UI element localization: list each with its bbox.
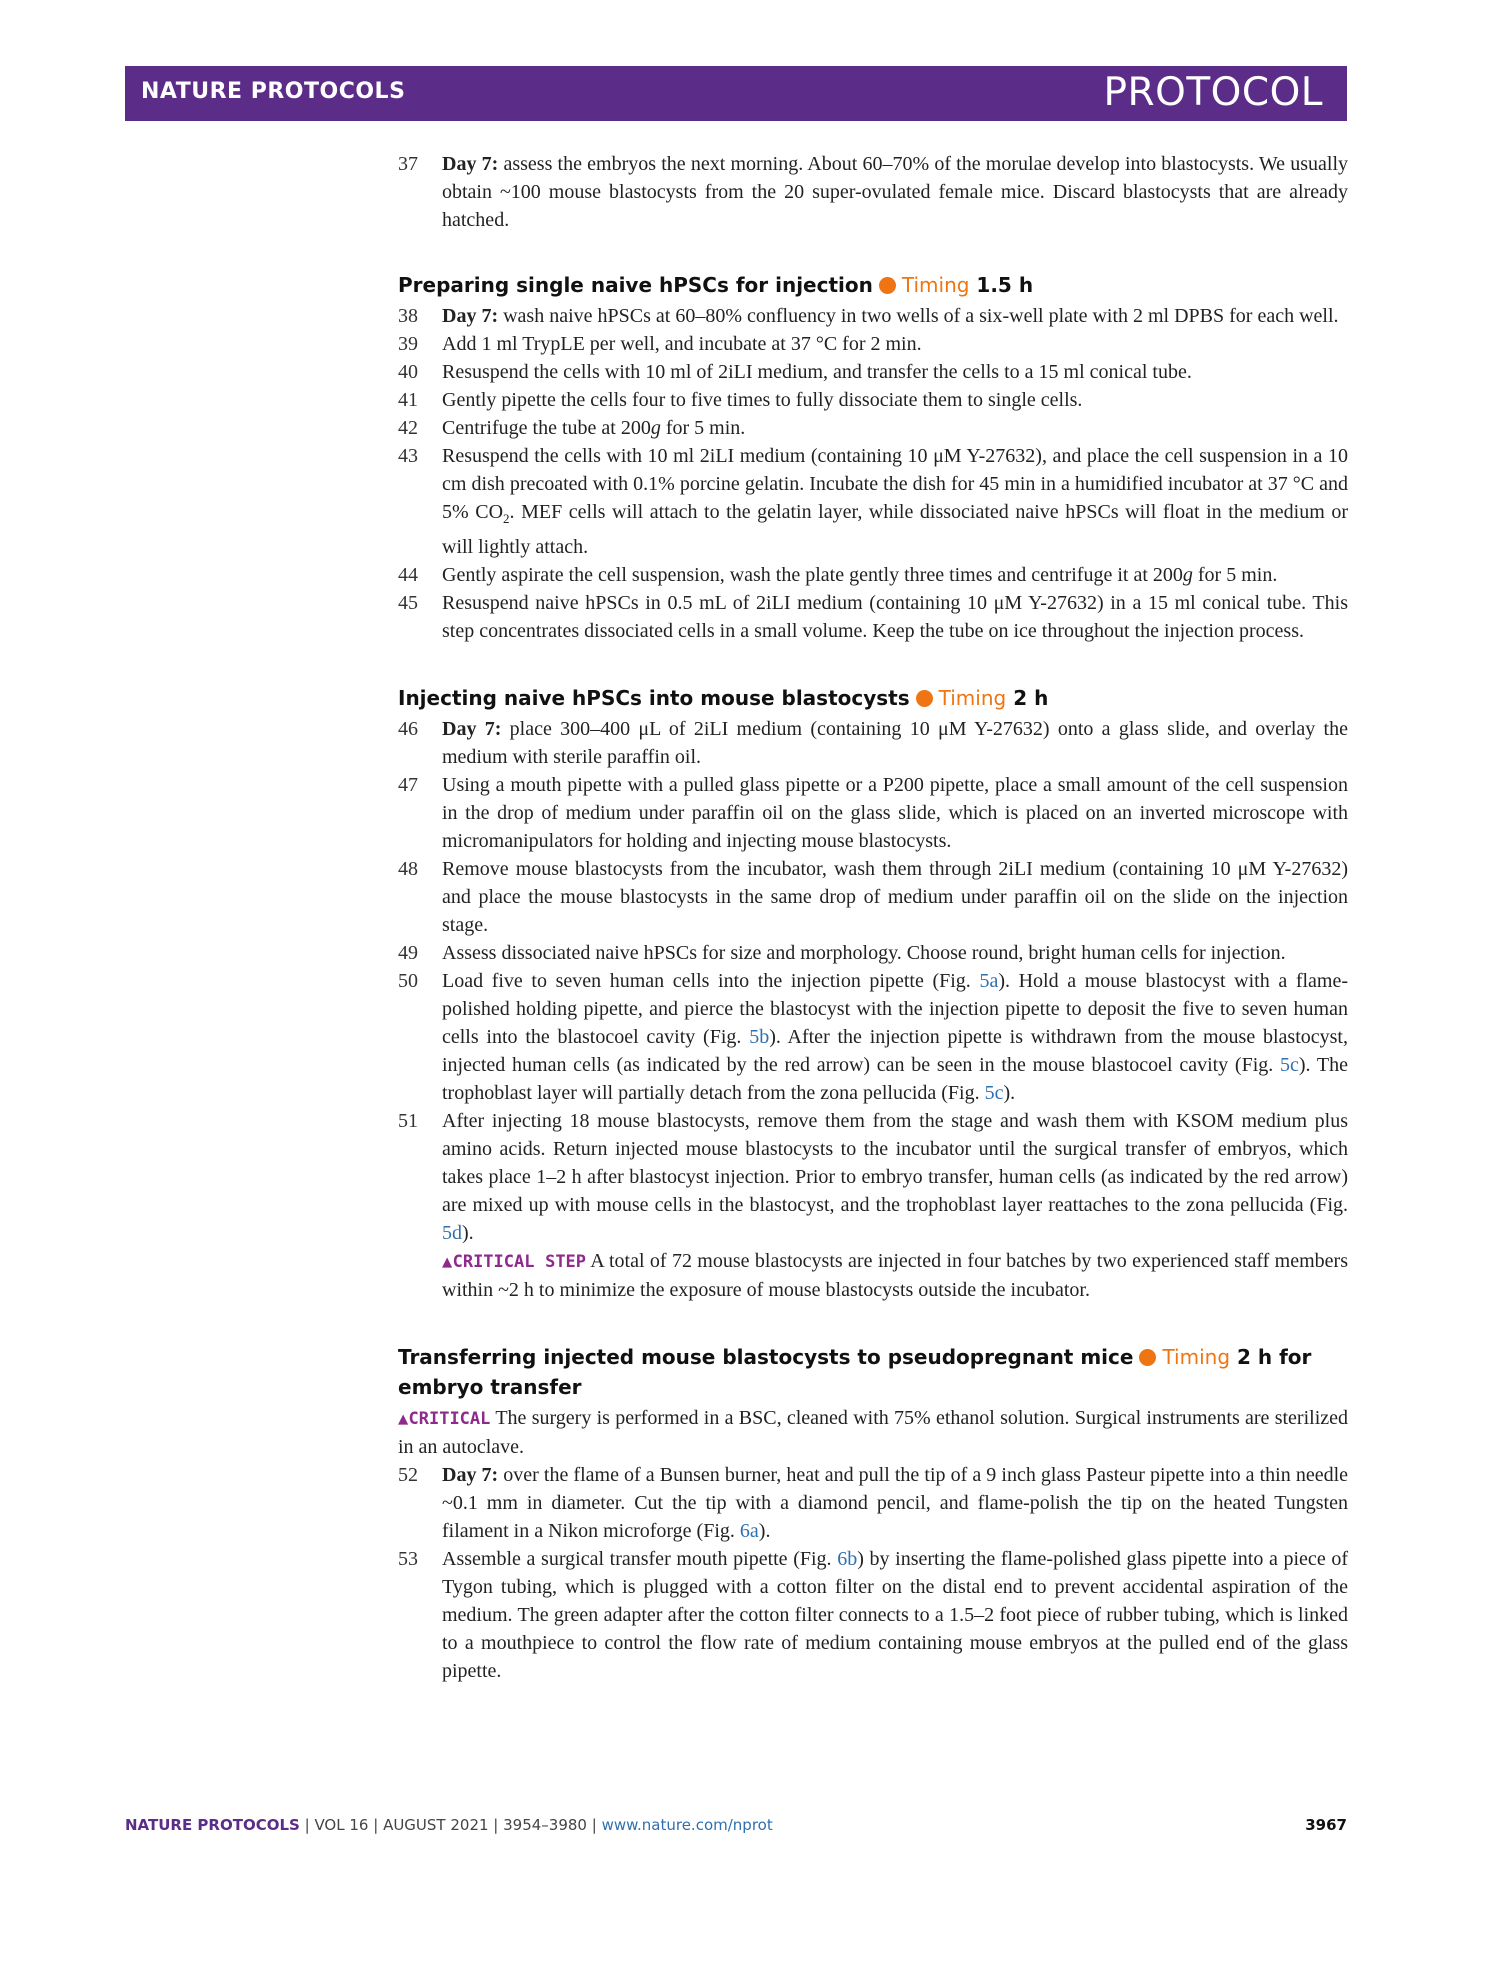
- step-number: 48: [398, 858, 418, 880]
- step-text: ). The trophoblast layer will partially detach from the zona pellucida (Fig.: [442, 1054, 1348, 1104]
- step-44: [398, 561, 1348, 589]
- step-text: over the flame of a Bunsen burner, heat and pull the tip of a 9 inch glass Pasteur pipette into a thin needle ~0.1 mm in diameter. Cut the tip with a diamond pencil, and flame-polish the tip on the heated Tungsten filament in a Nikon microforge (Fig.: [442, 1464, 1349, 1542]
- step-number: 38: [398, 305, 418, 327]
- step-52: [398, 1461, 1348, 1545]
- footer-date: AUGUST 2021: [383, 1816, 489, 1834]
- step-text: ). Hold a mouse blastocyst with a flame-polished holding pipette, and pierce the blastocyst with the injection pipette to deposit the five to seven human cells into the blastocoel cavity (Fig.: [442, 970, 1349, 1048]
- step-text: Assemble a surgical transfer mouth pipette (Fig.: [442, 1548, 838, 1570]
- footer-pages: 3954–3980: [503, 1816, 587, 1834]
- journal-name: NATURE PROTOCOLS: [141, 79, 406, 104]
- step-text: for 5 min.: [1192, 564, 1278, 586]
- step-50: [398, 967, 1348, 1107]
- day-label: Day 7:: [442, 305, 499, 327]
- step-37: [398, 150, 1348, 234]
- footer-separator: |: [299, 1816, 315, 1834]
- step-40: [398, 358, 1348, 386]
- step-text: After injecting 18 mouse blastocysts, remove them from the stage and wash them with KSOM medium plus amino acids. Return injected mouse blastocysts to the incubator until the surgical transfer of embryos, which takes place 1–2 h after blastocyst injection. Prior to embryo transfer, human cells (as indicated by the red arrow) are mixed up with mouse cells in the blastocyst, and the trophoblast layer reattaches to the zona pellucida (Fig.: [442, 1110, 1348, 1216]
- main-content: [398, 150, 1348, 1685]
- section-heading-transferring: [398, 1342, 1348, 1402]
- figure-link-6b[interactable]: 6b: [837, 1548, 858, 1570]
- step-number: 49: [398, 942, 418, 964]
- step-42: [398, 414, 1348, 442]
- step-text: Assess dissociated naive hPSCs for size and morphology. Choose round, bright human cells for injection.: [442, 942, 1286, 964]
- step-53: [398, 1545, 1348, 1685]
- section-heading-injecting: [398, 683, 1348, 713]
- step-text: ).: [462, 1222, 474, 1244]
- footer-separator: |: [488, 1816, 504, 1834]
- figure-link-5d[interactable]: 5d: [442, 1222, 462, 1244]
- step-number: 45: [398, 592, 418, 614]
- timing-value: 1.5 h: [976, 273, 1034, 297]
- footer-separator: |: [586, 1816, 602, 1834]
- italic-unit: g: [650, 417, 661, 439]
- step-51: [398, 1107, 1348, 1304]
- section-label: PROTOCOL: [1103, 70, 1323, 115]
- step-text: Resuspend naive hPSCs in 0.5 mL of 2iLI medium (containing 10 μM Y-27632) in a 15 ml conical tube. This step concentrates dissociated cells in a small volume. Keep the tube on ice throughout the injection process.: [442, 592, 1348, 642]
- section-title: Injecting naive hPSCs into mouse blastocysts: [398, 686, 910, 710]
- footer-url-link[interactable]: www.nature.com/nprot: [601, 1816, 773, 1834]
- step-text: ).: [758, 1520, 771, 1542]
- step-text: wash naive hPSCs at 60–80% confluency in two wells of a six-well plate with 2 ml DPBS for each well.: [498, 305, 1339, 327]
- step-text: assess the embryos the next morning. About 60–70% of the morulae develop into blastocysts. We usually obtain ~100 mouse blastocysts from the 20 super-ovulated female mice. Discard blastocysts that are already hatched.: [442, 153, 1349, 231]
- timing-label: Timing: [1162, 1345, 1231, 1369]
- section-heading-preparing: [398, 270, 1348, 300]
- step-text: for 5 min.: [660, 417, 746, 439]
- step-number: 42: [398, 417, 418, 439]
- step-text: Resuspend the cells with 10 ml of 2iLI medium, and transfer the cells to a 15 ml conical tube.: [442, 361, 1192, 383]
- timing-value: 2 h: [1013, 686, 1049, 710]
- step-text: Remove mouse blastocysts from the incubator, wash them through 2iLI medium (containing 10 μM Y-27632) and place the mouse blastocysts in the same drop of medium under paraffin oil on the slide on the injection stage.: [442, 858, 1348, 936]
- timing-dot-icon: [879, 277, 896, 294]
- step-number: 51: [398, 1110, 418, 1132]
- critical-step-text: A total of 72 mouse blastocysts are injected in four batches by two experienced staff members within ~2 h to minimize the exposure of mouse blastocysts outside the incubator.: [442, 1250, 1348, 1301]
- step-43: [398, 442, 1348, 561]
- step-number: 40: [398, 361, 418, 383]
- figure-link-5c[interactable]: 5c: [1279, 1054, 1299, 1076]
- footer-volume: VOL 16: [314, 1816, 369, 1834]
- page-header-bar: [125, 66, 1347, 121]
- step-text: Add 1 ml TrypLE per well, and incubate at 37 °C for 2 min.: [442, 333, 922, 355]
- critical-text: The surgery is performed in a BSC, cleaned with 75% ethanol solution. Surgical instruments are sterilized in an autoclave.: [398, 1407, 1349, 1458]
- step-41: [398, 386, 1348, 414]
- timing-dot-icon: [916, 690, 933, 707]
- step-number: 37: [398, 153, 418, 175]
- step-text: ). After the injection pipette is withdrawn from the mouse blastocyst, injected human cells (as indicated by the red arrow) can be seen in the mouse blastocoel cavity (Fig.: [442, 1026, 1348, 1076]
- figure-link-5a[interactable]: 5a: [979, 970, 999, 992]
- step-number: 53: [398, 1548, 418, 1570]
- footer-separator: |: [368, 1816, 384, 1834]
- page-number: 3967: [1305, 1816, 1347, 1834]
- figure-link-5b[interactable]: 5b: [749, 1026, 770, 1048]
- footer-journal: NATURE PROTOCOLS: [125, 1816, 300, 1834]
- subscript: 2: [503, 511, 510, 526]
- day-label: Day 7:: [442, 1464, 499, 1486]
- step-number: 52: [398, 1464, 418, 1486]
- step-text: Resuspend the cells with 10 ml 2iLI medium (containing 10 μM Y-27632), and place the cell suspension in a 10 cm dish precoated with 0.1% porcine gelatin. Incubate the dish for 45 min in a humidified incubator at 37 °C and 5% CO: [442, 445, 1348, 523]
- step-number: 39: [398, 333, 418, 355]
- step-number: 44: [398, 564, 418, 586]
- figure-link-5c[interactable]: 5c: [984, 1082, 1004, 1104]
- step-text: Load five to seven human cells into the injection pipette (Fig.: [442, 970, 980, 992]
- step-text: ) by inserting the flame-polished glass pipette into a piece of Tygon tubing, which is plugged with a cotton filter on the distal end to prevent accidental aspiration of the medium. The green adapter after the cotton filter connects to a 1.5–2 foot piece of rubber tubing, which is linked to a mouthpiece to control the flow rate of medium containing mouse embryos at the pulled end of the glass pipette.: [442, 1548, 1348, 1682]
- critical-note: [398, 1404, 1348, 1461]
- step-text: Using a mouth pipette with a pulled glass pipette or a P200 pipette, place a small amount of the cell suspension in the drop of medium under paraffin oil on the glass slide, which is placed on an inverted microscope with micromanipulators for holding and injecting mouse blastocysts.: [442, 774, 1348, 852]
- critical-label: ▲CRITICAL: [398, 1409, 491, 1429]
- step-39: [398, 330, 1348, 358]
- timing-value: 2 h for embryo transfer: [398, 1345, 1312, 1399]
- step-46: [398, 715, 1348, 771]
- step-text: Gently aspirate the cell suspension, wash the plate gently three times and centrifuge it at 200: [442, 564, 1183, 586]
- step-38: [398, 302, 1348, 330]
- timing-label: Timing: [938, 686, 1007, 710]
- step-49: [398, 939, 1348, 967]
- step-47: [398, 771, 1348, 855]
- figure-link-6a[interactable]: 6a: [739, 1520, 759, 1542]
- step-45: [398, 589, 1348, 645]
- step-text: Gently pipette the cells four to five times to fully dissociate them to single cells.: [442, 389, 1083, 411]
- step-text: ).: [1003, 1082, 1016, 1104]
- italic-unit: g: [1182, 564, 1193, 586]
- critical-step-label: ▲CRITICAL STEP: [442, 1252, 587, 1272]
- day-label: Day 7:: [442, 153, 499, 175]
- step-number: 50: [398, 970, 418, 992]
- timing-dot-icon: [1139, 1349, 1156, 1366]
- day-label: Day 7:: [442, 718, 502, 740]
- step-number: 47: [398, 774, 418, 796]
- step-number: 41: [398, 389, 418, 411]
- step-text: place 300–400 μL of 2iLI medium (containing 10 μM Y-27632) onto a glass slide, and overlay the medium with sterile paraffin oil.: [442, 718, 1348, 768]
- step-48: [398, 855, 1348, 939]
- timing-label: Timing: [901, 273, 970, 297]
- step-number: 46: [398, 718, 418, 740]
- step-number: 43: [398, 445, 418, 467]
- section-title: Transferring injected mouse blastocysts to pseudopregnant mice: [398, 1345, 1134, 1369]
- section-title: Preparing single naive hPSCs for injection: [398, 273, 873, 297]
- page-footer: [125, 1816, 1347, 1840]
- step-text: Centrifuge the tube at 200: [442, 417, 651, 439]
- step-text: . MEF cells will attach to the gelatin layer, while dissociated naive hPSCs will float in the medium or will lightly attach.: [442, 501, 1349, 558]
